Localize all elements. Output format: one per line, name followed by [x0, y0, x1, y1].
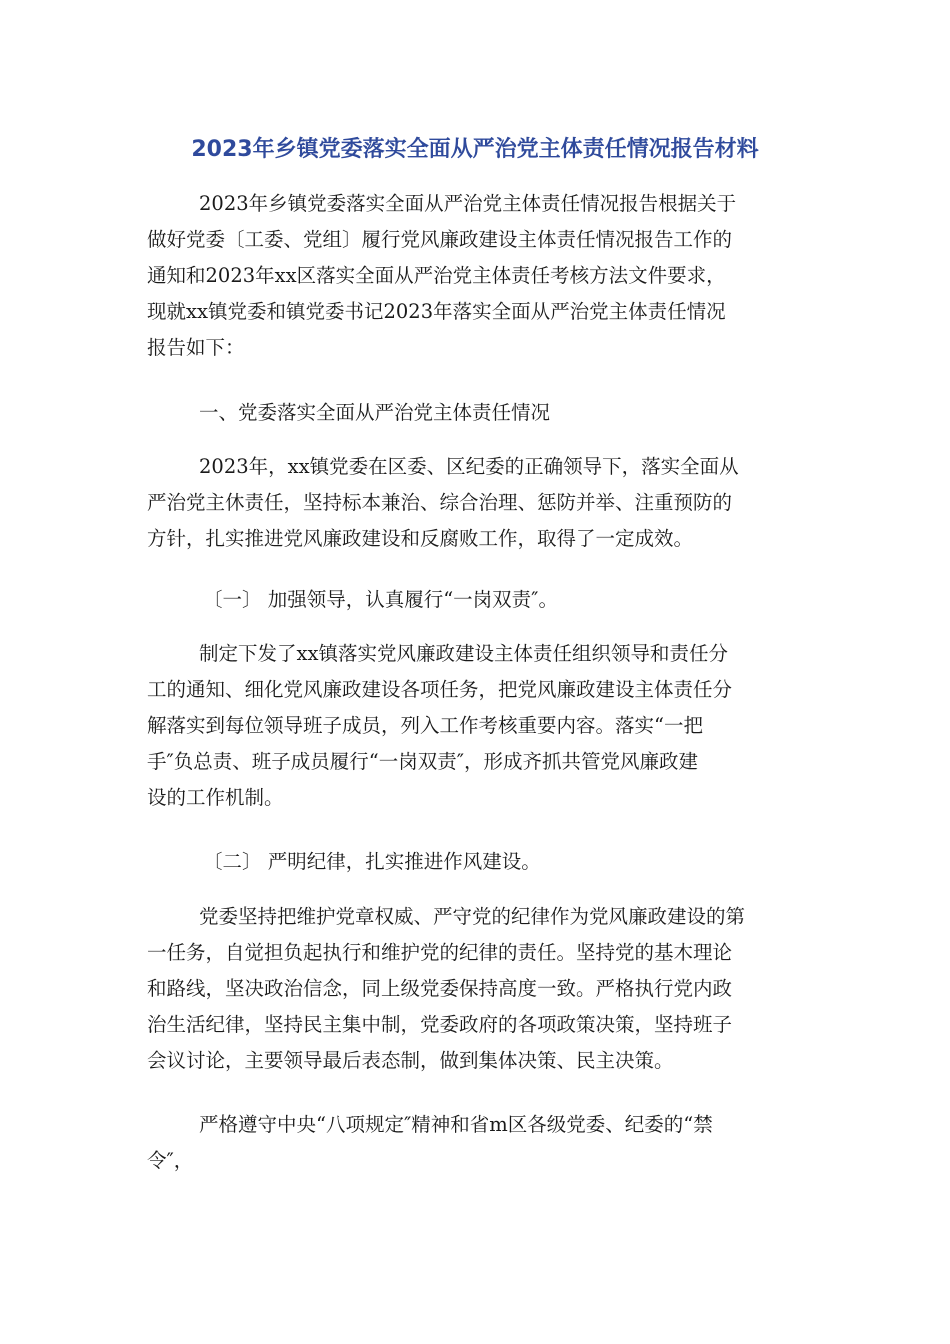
text-line: 现就xx镇党委和镇党委书记2023年落实全面从严治党主体责任情况 — [147, 300, 726, 323]
paragraph-discipline — [147, 899, 807, 1079]
subsection-heading-1 — [147, 582, 807, 618]
text-line: 令″， — [147, 1149, 194, 1172]
text-line: 党委坚持把维护党章权威、严守党的纪律作为党风廉政建设的第 — [199, 905, 746, 928]
text-line: 会议讨论，主要领导最后表态制，做到集体决策、民主决策。 — [147, 1049, 674, 1072]
section-heading — [147, 395, 807, 431]
text-line: 治生活纪律，坚持民主集中制，党委政府的各项政策决策，坚持班子 — [147, 1013, 733, 1036]
text-line: 方针，扎实推进党风廉政建设和反腐败工作，取得了一定成效。 — [147, 527, 694, 550]
text-line: 通知和2023年xx区落实全面从严治党主体责任考核方法文件要求， — [147, 264, 726, 287]
paragraph-regulations — [147, 1107, 807, 1179]
text-line: 报告如下： — [147, 336, 245, 359]
subheading-text: 〔二〕 严明纪律，扎实推进作风建设。 — [203, 850, 541, 873]
text-line: 设的工作机制。 — [147, 786, 284, 809]
text-line: 严治党主休责任，坚持标本兼治、综合治理、惩防并举、注重预防的 — [147, 491, 733, 514]
subheading-text: 〔一〕 加强领导，认真履行“一岗双责″。 — [203, 588, 558, 611]
subsection-heading-2 — [147, 844, 807, 880]
text-line: 2023年，xx镇党委在区委、区纪委的正确领导下，落实全面从 — [199, 455, 739, 478]
paragraph-overview — [147, 449, 807, 557]
text-line: 工的通知、细化党风廉政建设各项任务，把党风廉政建设主体责任分 — [147, 678, 733, 701]
text-line: 手″负总责、班子成员履行“一岗双责″，形成齐抓共管党风廉政建 — [147, 750, 699, 773]
text-line: 制定下发了xx镇落实党风廉政建设主体责任组织领导和责任分 — [199, 642, 728, 665]
text-line: 做好党委〔工委、党组〕履行党风廉政建设主体责任情况报告工作的 — [147, 228, 733, 251]
paragraph-leadership — [147, 636, 807, 816]
heading-text: 一、党委落实全面从严治党主体责任情况 — [199, 401, 551, 424]
text-line: 一任务，自觉担负起执行和维护党的纪律的责任。坚持党的基木理论 — [147, 941, 733, 964]
paragraph-intro — [147, 186, 807, 366]
text-line: 严格遵守中央“八项规定″精神和省m区各级党委、纪委的“禁 — [199, 1113, 713, 1136]
document-title: 2023年乡镇党委落实全面从严治党主体责任情况报告材料 — [191, 137, 759, 162]
text-line: 解落实到每位领导班子成员，列入工作考核重要内容。落实“一把 — [147, 714, 703, 737]
text-line: 和路线，坚决政治信念，同上级党委保持高度一致。严格执行党内政 — [147, 977, 733, 1000]
text-line: 2023年乡镇党委落实全面从严治党主体责任情况报告根据关于 — [199, 192, 737, 215]
